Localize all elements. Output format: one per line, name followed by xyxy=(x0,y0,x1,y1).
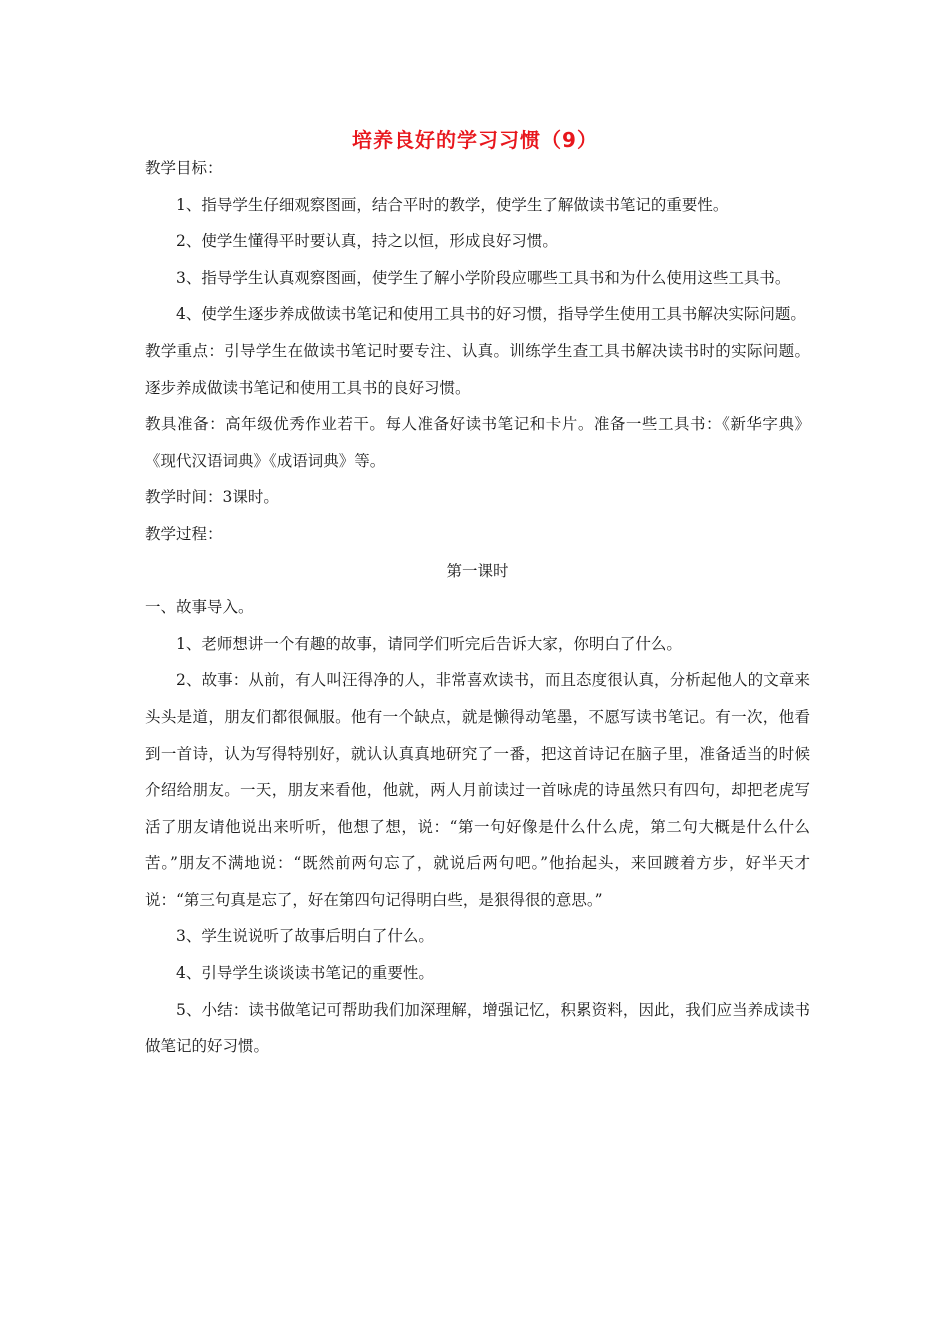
teaching-time: 教学时间：3课时。 xyxy=(145,488,279,507)
section-heading: 一、故事导入。 xyxy=(145,598,254,617)
objective-item: 1、指导学生仔细观察图画，结合平时的教学，使学生了解做读书笔记的重要性。 xyxy=(176,195,729,214)
objective-item: 2、使学生懂得平时要认真，持之以恒，形成良好习惯。 xyxy=(176,232,558,251)
key-points: 教学重点：引导学生在做读书笔记时要专注、认真。训练学生查工具书解决读书时的实际问题。逐步养成做读书笔记和使用工具书的良好习惯。 xyxy=(145,341,810,397)
objective-item: 3、指导学生认真观察图画，使学生了解小学阶段应哪些工具书和为什么使用这些工具书。 xyxy=(176,268,791,287)
step-item: 1、老师想讲一个有趣的故事，请同学们听完后告诉大家，你明白了什么。 xyxy=(176,634,682,653)
lesson-heading: 第一课时 xyxy=(446,561,509,580)
process-heading: 教学过程： xyxy=(145,524,223,543)
document-body xyxy=(145,150,810,1065)
step-item: 5、小结：读书做笔记可帮助我们加深理解，增强记忆，积累资料，因此，我们应当养成读书做笔记的好习惯。 xyxy=(145,1000,810,1056)
document-title: 培养良好的学习习惯（9） xyxy=(352,128,598,152)
objective-item: 4、使学生逐步养成做读书笔记和使用工具书的好习惯，指导学生使用工具书解决实际问题。 xyxy=(176,305,806,324)
step-item: 2、故事：从前，有人叫汪得净的人，非常喜欢读书，而且态度很认真，分析起他人的文章来头头是道，朋友们都很佩服。他有一个缺点，就是懒得动笔墨，不愿写读书笔记。有一次，他看到一首诗，认为写得特别好，就认认真真地研究了一番，把这首诗记在脑子里，准备适当的时候介绍给朋友。一天，朋友来看他，他就，两人月前读过一首咏虎的诗虽然只有四句，却把老虎写活了朋友请他说出来听听，他想了想，说：“第一句好像是什么什么虎，第二句大概是什么什么苦。”朋友不满地说：“既然前两句忘了，就说后两句吧。”他抬起头，来回踱着方步，好半天才说：“第三句真是忘了，好在第四句记得明白些，是狠得很的意思。” xyxy=(145,671,810,909)
objectives-heading: 教学目标： xyxy=(145,159,223,177)
step-item: 3、学生说说听了故事后明白了什么。 xyxy=(176,927,434,946)
materials: 教具准备：高年级优秀作业若干。每人准备好读书笔记和卡片。准备一些工具书：《新华字典》《现代汉语词典》《成语词典》等。 xyxy=(145,415,810,470)
step-item: 4、引导学生谈谈读书笔记的重要性。 xyxy=(176,964,434,983)
